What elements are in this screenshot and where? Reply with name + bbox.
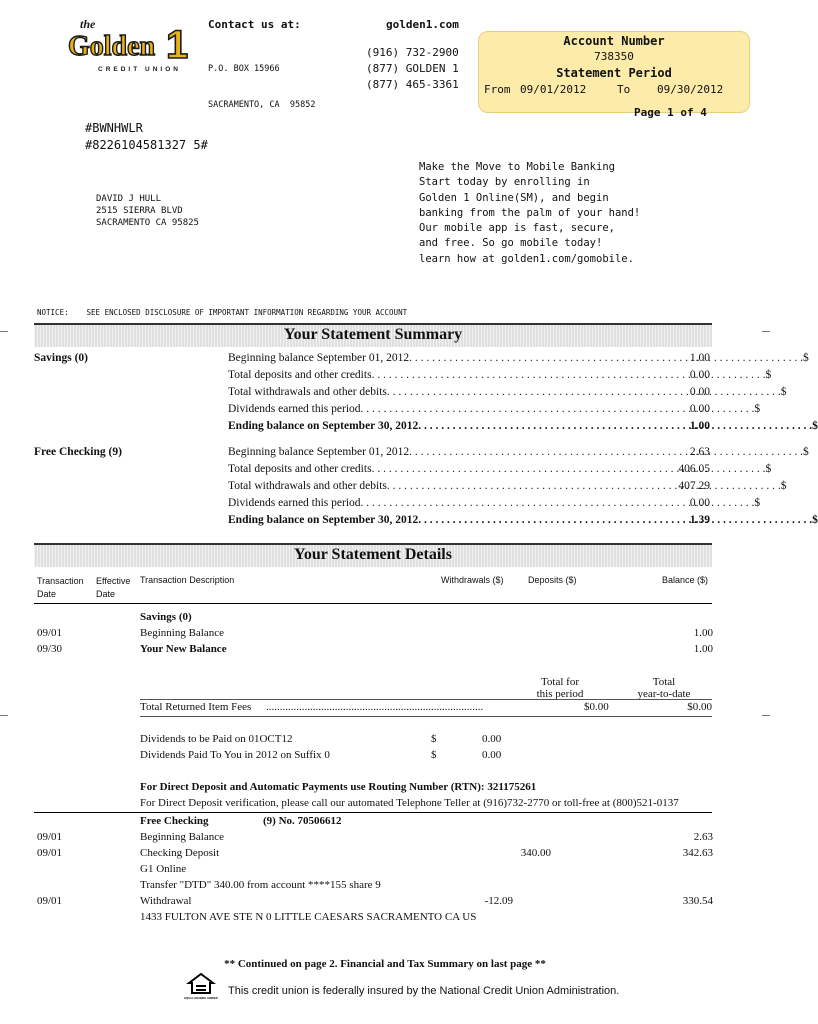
promo-line: Our mobile app is fast, secure, [419,222,615,235]
golden1-logo-icon [66,14,198,74]
account-number-label: Account Number [563,34,665,48]
summary-amount: 2.63 [689,446,710,458]
summary-currency: $ [765,369,772,381]
summary-currency: $ [812,420,818,432]
promo-line: and free. So go mobile today! [419,237,603,250]
summary-amount: 406.05 [678,463,710,475]
summary-banner [34,323,712,347]
member-city: SACRAMENTO CA 95825 [96,218,199,228]
promo-line: Start today by enrolling in [419,176,590,189]
dividend-amount: 0.00 [482,749,502,761]
row-balance: 1.00 [693,627,713,639]
fees-bottom-rule [140,716,712,717]
member-name: DAVID J HULL [96,194,162,204]
row-description: Checking Deposit [140,847,220,859]
account-number: 738350 [594,50,634,63]
summary-amount: 0.00 [689,369,710,381]
account-info-box [478,31,750,113]
equal-housing-icon [184,973,218,1001]
address-line: P.O. BOX 15966 [208,64,280,74]
row-balance: 342.63 [682,847,713,859]
fees-ytd-amount: $0.00 [687,701,712,713]
promo-message [419,160,640,267]
summary-row-label: Dividends earned this period [228,497,361,509]
savings-heading: Savings (0) [140,611,192,623]
verification-line: For Direct Deposit verification, please call our automated Telephone Teller at (916)732-2770 or toll-free at (800)521-0137 [140,797,679,809]
margin-mark [762,331,770,332]
section-rule [34,812,712,813]
logo-the: the [80,17,96,31]
summary-currency: $ [812,514,818,526]
fees-leader: ............................................................................... [266,701,484,713]
phone-line: (916) 732-2900 [366,46,459,59]
header-rule [34,603,712,604]
address-line: SACRAMENTO, CA 95852 [208,100,316,110]
row-date: 09/01 [37,831,63,843]
summary-amount: 0.00 [689,386,710,398]
customer-code: #8226104581327 5# [85,138,208,152]
mailing-address [208,39,315,123]
summary-row-label: Ending balance on September 30, 2012 [228,514,419,526]
phone-numbers [366,45,459,93]
fees-ytd-header: Total year-to-date [637,676,691,700]
row-description: Your New Balance [140,643,227,655]
details-title: Your Statement Details [294,546,452,563]
row-date: 09/01 [37,627,63,639]
dividend-label: Dividends Paid To You in 2012 on Suffix 0 [140,749,330,761]
summary-amount: 407.29 [678,480,710,492]
dividend-currency: $ [431,749,437,761]
summary-ending-amount: 1.39 [689,514,710,526]
member-street: 2515 SIERRA BLVD [96,206,183,216]
phone-line: (877) GOLDEN 1 [366,62,459,75]
routing-number-line: For Direct Deposit and Automatic Payments use Routing Number (RTN): 321175261 [140,781,537,793]
member-address [96,193,199,229]
promo-line: learn how at golden1.com/gomobile. [419,252,634,265]
dividend-amount: 0.00 [482,733,502,745]
summary-row-label: Beginning balance September 01, 2012 [228,352,410,364]
summary-currency: $ [754,497,761,509]
dividend-currency: $ [431,733,437,745]
row-description: G1 Online [140,863,187,875]
summary-row-label: Total deposits and other credits [228,369,372,381]
summary-currency: $ [780,480,787,492]
details-banner [34,543,712,567]
summary-ending-amount: 1.00 [689,420,710,432]
col-header-effective-date: Effective Date [96,576,131,599]
fees-label: Total Returned Item Fees [140,701,252,713]
row-balance: 1.00 [693,643,713,655]
period-to-label: To [617,83,631,96]
logo-credit-union: CREDIT UNION [98,66,181,73]
summary-currency: $ [765,463,772,475]
checking-heading: Free Checking [140,815,209,827]
summary-currency: $ [780,386,787,398]
continued-notice: ** Continued on page 2. Financial and Tax Summary on last page ** [224,958,546,970]
promo-line: Golden 1 Online(SM), and begin [419,191,609,204]
dividend-label: Dividends to be Paid on 01OCT12 [140,733,293,745]
page-indicator: Page 1 of 4 [634,106,707,119]
row-description: Beginning Balance [140,831,225,843]
period-from-date: 09/01/2012 [520,83,587,96]
notice-label: NOTICE: [37,308,69,317]
row-withdrawal: -12.09 [484,895,513,907]
summary-currency: $ [802,446,809,458]
margin-mark [0,331,8,332]
notice-text: SEE ENCLOSED DISCLOSURE OF IMPORTANT INFORMATION REGARDING YOUR ACCOUNT [86,308,408,317]
summary-amount: 0.00 [689,497,710,509]
summary-row-label: Beginning balance September 01, 2012 [228,446,410,458]
checking-account-number: (9) No. 70506612 [263,815,342,827]
row-date: 09/01 [37,847,63,859]
col-header-withdrawals: Withdrawals ($) [441,575,504,585]
col-header-description: Transaction Description [140,575,235,585]
margin-mark [0,715,8,716]
fees-top-rule [140,699,712,700]
row-date: 09/01 [37,895,63,907]
summary-row-label: Ending balance on September 30, 2012 [228,420,419,432]
summary-title: Your Statement Summary [283,326,463,343]
summary-row-label: Total deposits and other credits [228,463,372,475]
margin-mark [762,715,770,716]
summary-row-label: Dividends earned this period [228,403,361,415]
promo-line: Make the Move to Mobile Banking [419,161,615,173]
row-deposit: 340.00 [520,847,551,859]
row-balance: 2.63 [693,831,713,843]
fees-period-amount: $0.00 [584,701,609,713]
promo-line: banking from the palm of your hand! [419,206,641,219]
credit-union-logo [66,14,198,74]
row-balance: 330.54 [682,895,713,907]
col-header-deposits: Deposits ($) [528,575,577,585]
summary-amount: 1.00 [689,352,710,364]
customer-code: #BWNHWLR [85,121,143,135]
logo-one: 1 [166,23,189,67]
logo-golden: Golden [68,31,156,62]
summary-account-name: Free Checking (9) [34,446,122,458]
phone-line: (877) 465-3361 [366,78,459,91]
summary-account-name: Savings (0) [34,352,88,364]
equal-housing-label: EQUAL HOUSING LENDER [184,997,218,1000]
summary-row-label: Total withdrawals and other debits [228,480,387,492]
summary-currency: $ [802,352,809,364]
period-to-date: 09/30/2012 [657,83,724,96]
statement-period-label: Statement Period [556,66,672,80]
row-description: 1433 FULTON AVE STE N 0 LITTLE CAESARS SACRAMENTO CA US [140,911,477,923]
fees-period-header: Total for this period [536,676,584,700]
period-from-label: From [484,83,511,96]
summary-amount: 0.00 [689,403,710,415]
col-header-transaction-date: Transaction Date [37,576,84,599]
row-description: Transfer "DTD" 340.00 from account ****155 share 9 [140,879,381,891]
row-description: Withdrawal [140,895,192,907]
summary-row-label: Total withdrawals and other debits [228,386,387,398]
summary-currency: $ [754,403,761,415]
customer-codes [85,120,208,154]
notice [37,308,407,317]
row-description: Beginning Balance [140,627,225,639]
contact-label: Contact us at: [208,18,301,31]
row-date: 09/30 [37,643,63,655]
website-link[interactable]: golden1.com [386,18,459,31]
ncua-statement: This credit union is federally insured by the National Credit Union Administration. [228,985,620,997]
col-header-balance: Balance ($) [662,575,709,585]
